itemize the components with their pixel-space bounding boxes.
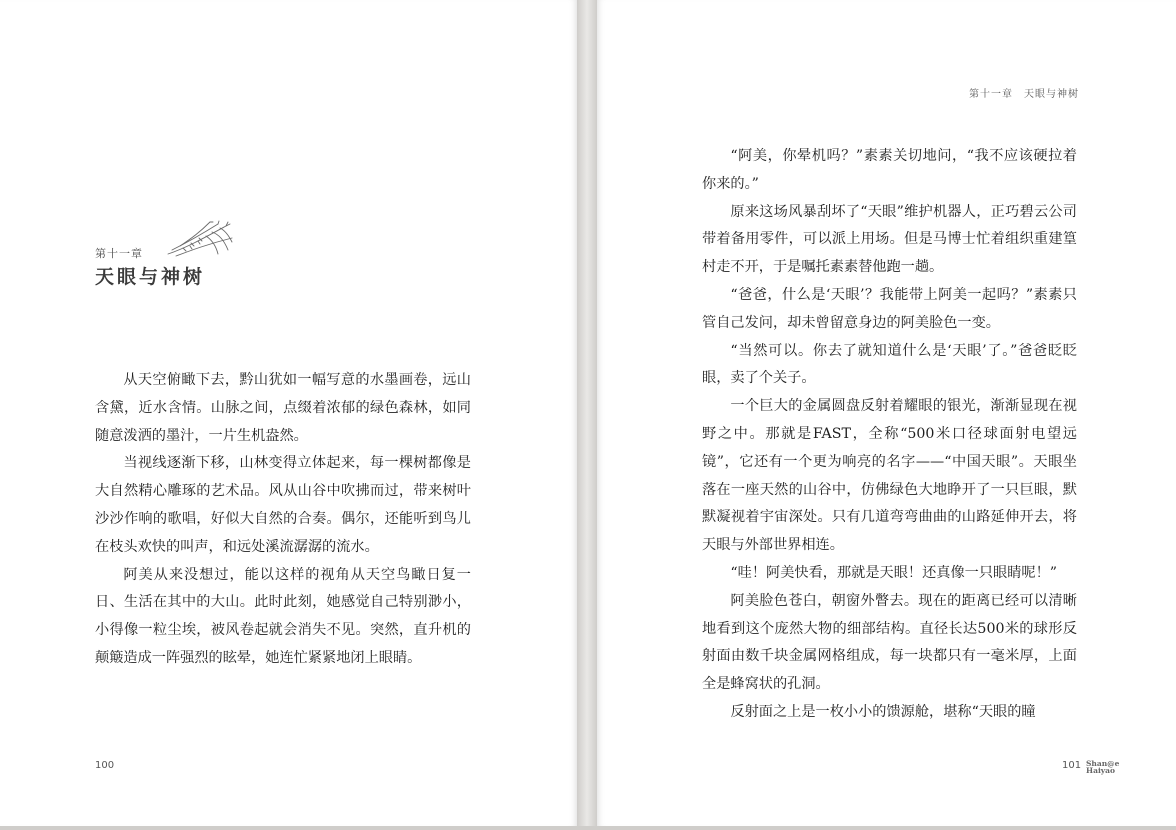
paragraph: 从天空俯瞰下去，黔山犹如一幅写意的水墨画卷，远山含黛，近水含情。山脉之间，点缀着浓郁的绿色森林，如同随意泼洒的墨汁，一片生机盎然。 [95,372,471,444]
paragraph: 原来这场风暴刮坏了“天眼”维护机器人，正巧碧云公司带着备用零件，可以派上用场。但是马博士忙着组织重建篁村走不开，于是嘱托素素替他跑一趟。 [702,203,1077,276]
book-gutter [577,0,597,830]
chapter-title: 天眼与神树 [95,266,206,288]
paragraph: “阿美，你晕机吗？”素素关切地问，“我不应该硬拉着你来的。” [702,148,1077,192]
paragraph: 一个巨大的金属圆盘反射着耀眼的银光，渐渐显现在视野之中。那就是FAST，全称“500米口径球面射电望远镜”，它还有一个更为响亮的名字——“中国天眼”。天眼坐落在一座天然的山谷中，仿佛绿色大地睁开了一只巨眼，默默凝视着宇宙深处。只有几道弯弯曲曲的山路延伸开去，将天眼与外部世界相连。 [702,398,1077,554]
page-bottom-edge [0,826,1176,830]
page-number: 101 [1062,760,1082,771]
paragraph: 反射面之上是一枚小小的馈源舱，堪称“天眼的瞳 [730,703,1036,720]
paragraph: “当然可以。你去了就知道什么是‘天眼’了。”爸爸眨眨眼，卖了个关子。 [702,342,1077,387]
publisher-logo-line: Haiyao [1086,766,1116,775]
grass-ornament-icon [166,220,236,258]
left-page [0,0,577,826]
running-head: 第十一章 天眼与神树 [969,89,1079,100]
chapter-label: 第十一章 [95,247,143,260]
paragraph: 当视线逐渐下移，山林变得立体起来，每一棵树都像是大自然精心雕琢的艺术品。风从山谷中吹拂而过，带来树叶沙沙作响的歌唱，好似大自然的合奏。偶尔，还能听到鸟儿在枝头欢快的叫声，和远处溪流潺潺的流水。 [95,455,471,555]
left-body-text [95,367,471,673]
right-body-text [702,143,1077,727]
paragraph: 阿美脸色苍白，朝窗外瞥去。现在的距离已经可以清晰地看到这个庞然大物的细部结构。直径长达500米的球形反射面由数千块金属网格组成，每一块都只有一毫米厚，上面全是蜂窝状的孔洞。 [702,592,1077,693]
right-page [597,0,1176,826]
page-number: 100 [95,760,115,771]
paragraph: “爸爸，什么是‘天眼’？我能带上阿美一起吗？”素素只管自己发问，却未曾留意身边的阿美脸色一变。 [702,286,1077,331]
publisher-logo [1086,760,1119,774]
publisher-logo-line: Shan@e [1086,759,1120,768]
paragraph: “哇！阿美快看，那就是天眼！还真像一只眼睛呢！” [730,564,1058,581]
paragraph: 阿美从来没想过，能以这样的视角从天空鸟瞰日复一日、生活在其中的大山。此时此刻，她感觉自己特别渺小，小得像一粒尘埃，被风卷起就会消失不见。突然，直升机的颠簸造成一阵强烈的眩晕，她连忙紧紧地闭上眼睛。 [95,566,471,666]
